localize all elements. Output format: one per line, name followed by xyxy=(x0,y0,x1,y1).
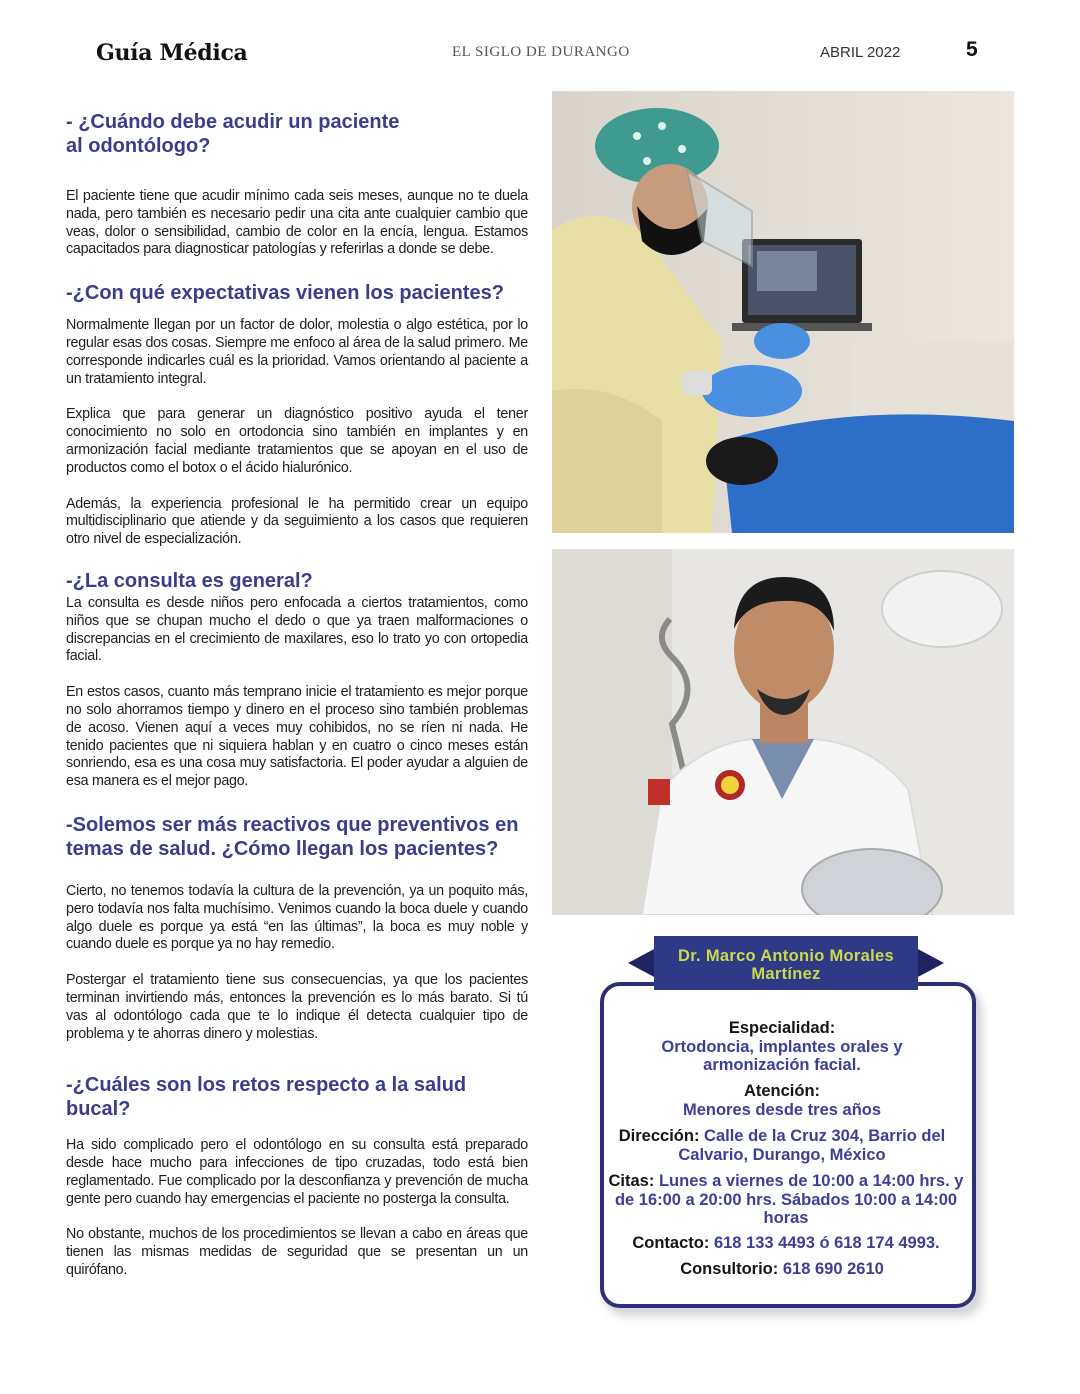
issue-date: ABRIL 2022 xyxy=(820,44,901,61)
paragraph: La consulta es desde niños pero enfocada a ciertos tratamientos, como niños que se chupan mucho el dedo o que ya traen malformaciones o discrepancias en el crecimiento de maxilares, eso lo trato yo con ortopedia facial. xyxy=(66,594,528,665)
question-heading: -¿Cuáles son los retos respecto a la salud bucal? xyxy=(66,1074,467,1121)
page-number: 5 xyxy=(966,38,978,61)
contact-block xyxy=(606,1234,966,1253)
specialty-block xyxy=(606,1019,958,1075)
contact-phones: 618 133 4493 ó 618 174 4993. xyxy=(713,1234,940,1252)
article-body xyxy=(66,110,528,1280)
paragraph: Además, la experiencia profesional le ha permitido crear un equipo multidisciplinario que atiende y da seguimiento a los casos que requieren otro nivel de especialización. xyxy=(66,495,528,548)
appointments-block xyxy=(606,1172,966,1228)
paragraph: El paciente tiene que acudir mínimo cada seis meses, aunque no te duela nada, pero también es necesario pedir una cita ante cualquier cambio que veas, dolor o sensibilidad, cambio de color en la encía, lengua. Estamos capacitados para diagnosticar patologías y referirlas a donde se debe. xyxy=(66,188,528,258)
appointments-value: Lunes a viernes de 10:00 a 14:00 hrs. y de 16:00 a 20:00 hrs. Sábados 10:00 a 14:00 horas xyxy=(614,1172,964,1227)
address-block xyxy=(606,1127,958,1164)
paragraph: En estos casos, cuanto más temprano inicie el tratamiento es mejor porque no solo ahorramos tiempo y dinero en el proceso sino también problemas de acoso. Vienen aquí a veces muy cohibidos, no se ríen ni nada. He tenido pacientes que ni siquiera hablan y en cuatro o cinco meses están sonriendo, esa es una cosa muy satisfactoria. El poder ayudar a alguien de esa manera es el mejor pago. xyxy=(66,684,528,790)
paragraph: No obstante, muchos de los procedimientos se llevan a cabo en áreas que tienen las mismas medidas de seguridad que se presentan un un quirófano. xyxy=(66,1226,528,1279)
dentist-at-work-photo xyxy=(552,91,1014,533)
paragraph: Cierto, no tenemos todavía la cultura de la prevención, ya un poquito más, pero todavía nos falta muchísimo. Venimos cuando la boca duele y cuando algo duele es porque ya está “en las últimas”, la boca es muy noble y cuando duele es porque ya no hay remedio. xyxy=(66,882,528,953)
section-brand: Guía Médica xyxy=(96,40,248,66)
attention-label: Atención: xyxy=(743,1082,821,1100)
paragraph: Explica que para generar un diagnóstico positivo ayuda el tener conocimiento no solo en ortodoncia sino también en implantes y en armonización facial mediante tratamientos que se apoyan en el uso de productos como el botox o el ácido hialurónico. xyxy=(66,406,528,476)
doctor-portrait-photo xyxy=(552,549,1014,915)
appointments-label: Citas: xyxy=(608,1172,655,1190)
office-block xyxy=(606,1260,958,1279)
doctor-name: Dr. Marco Antonio Morales Martínez xyxy=(678,947,894,983)
specialty-value: Ortodoncia, implantes orales y armonización facial. xyxy=(661,1037,903,1074)
paragraph: Normalmente llegan por un factor de dolor, molestia o algo estética, por lo regular esas dos cosas. Siempre me enfoco al área de la salud primero. Me corresponde indicarles cuál es la prioridad. Vamos orientando al paciente a un tratamiento integral. xyxy=(66,317,528,387)
attention-value: Menores desde tres años xyxy=(682,1100,882,1119)
specialty-label: Especialidad: xyxy=(728,1019,836,1037)
office-label: Consultorio: xyxy=(680,1260,779,1278)
attention-block xyxy=(606,1082,958,1119)
address-value: Calle de la Cruz 304, Barrio del Calvario, Durango, México xyxy=(678,1127,946,1164)
question-heading: -Solemos ser más reactivos que preventivos en temas de salud. ¿Cómo llegan los pacientes? xyxy=(66,813,519,860)
ribbon-left-fold xyxy=(628,948,656,978)
newspaper-name: EL SIGLO DE DURANGO xyxy=(452,44,630,60)
question-heading: -¿La consulta es general? xyxy=(66,569,313,592)
paragraph: Ha sido complicado pero el odontólogo en su consulta está preparado desde hace mucho para infecciones de tipo cruzadas, todo está bien reglamentado. Fue complicado por la desconfianza y prevención de mucha gente pero cuando hay emergencias el paciente no posterga la consulta. xyxy=(66,1137,528,1207)
address-label: Dirección: xyxy=(618,1127,700,1145)
ribbon-right-fold xyxy=(916,948,944,978)
contact-label: Contacto: xyxy=(632,1234,710,1252)
question-heading: - ¿Cuándo debe acudir un paciente al odontólogo? xyxy=(66,111,400,157)
paragraph: Postergar el tratamiento tiene sus consecuencias, ya que los pacientes terminan invirtiendo más, entonces la prevención es lo más barato. Si tú vas al odontólogo cada que te lo indique él detecta cualquier tipo de problema y te ahorras dinero y molestias. xyxy=(66,972,528,1042)
office-phone: 618 690 2610 xyxy=(782,1260,884,1278)
question-heading: -¿Con qué expectativas vienen los pacientes? xyxy=(66,282,504,305)
